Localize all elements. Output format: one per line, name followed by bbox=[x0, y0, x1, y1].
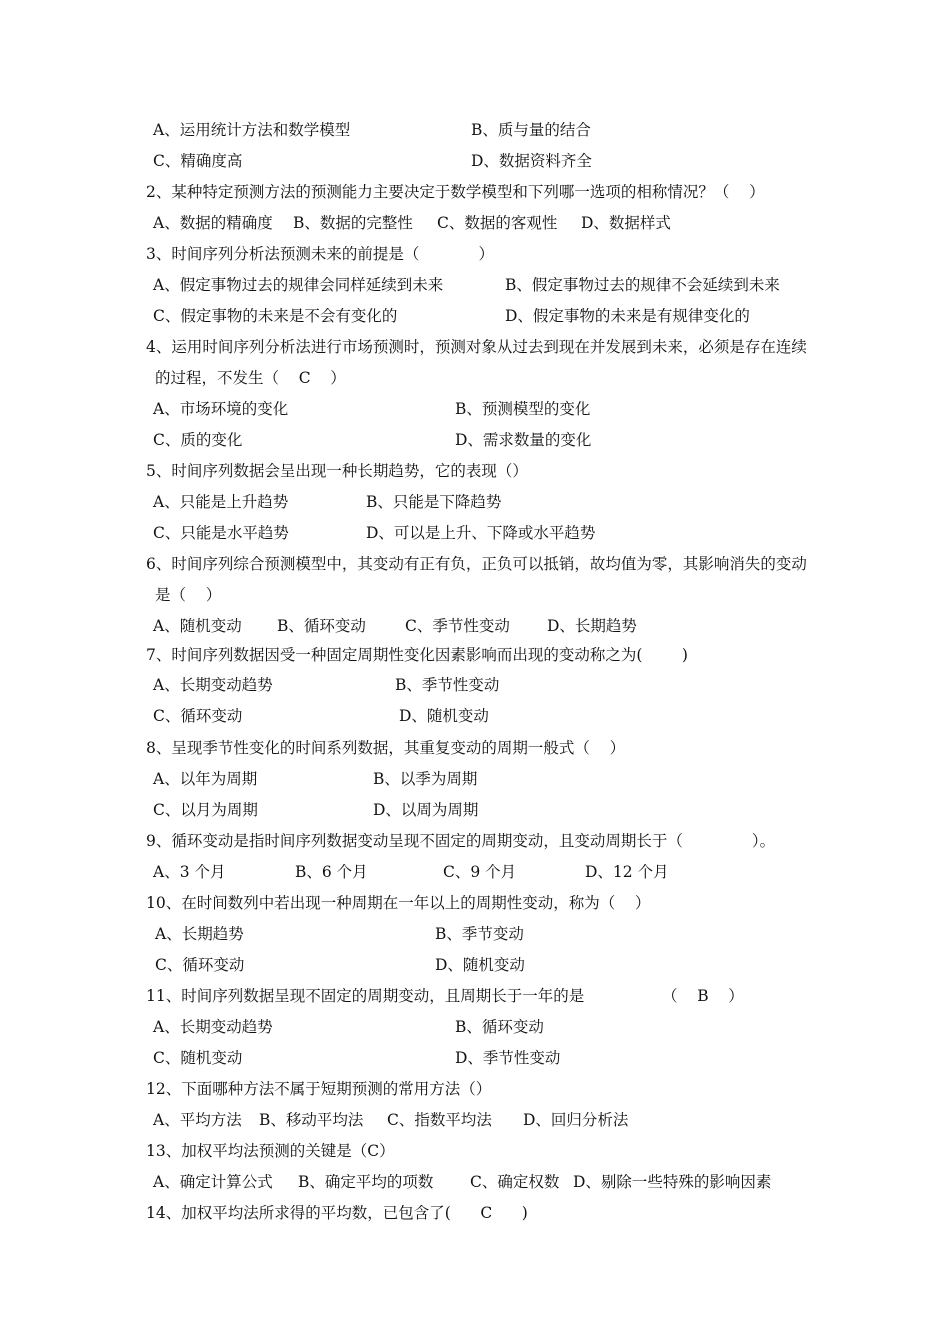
q7-option-a: A、长期变动趋势 bbox=[153, 676, 273, 694]
q8-option-a: A、以年为周期 bbox=[153, 770, 258, 788]
q9-option-c: C、9 个月 bbox=[443, 863, 517, 881]
q2-stem: 2、某种特定预测方法的预测能力主要决定于数学模型和下列哪一选项的相称情况？（ ） bbox=[146, 183, 765, 201]
q6-option-a: A、随机变动 bbox=[153, 617, 242, 635]
q11-option-d: D、季节性变动 bbox=[455, 1049, 561, 1067]
q10-option-c: C、循环变动 bbox=[155, 956, 245, 974]
q12-option-c: C、指数平均法 bbox=[387, 1111, 492, 1129]
q1-option-a: A、运用统计方法和数学模型 bbox=[153, 121, 351, 139]
q8-option-c: C、以月为周期 bbox=[153, 801, 258, 819]
q6-stem-continuation: 是（ ） bbox=[155, 586, 222, 604]
q5-option-c: C、只能是水平趋势 bbox=[153, 524, 289, 542]
q11-stem: 11、时间序列数据呈现不固定的周期变动，且周期长于一年的是 bbox=[146, 987, 585, 1005]
q5-option-d: D、可以是上升、下降或水平趋势 bbox=[366, 524, 596, 542]
q3-option-c: C、假定事物的未来是不会有变化的 bbox=[153, 307, 398, 325]
q10-stem: 10、在时间数列中若出现一种周期在一年以上的周期性变动，称为（ ） bbox=[146, 894, 651, 912]
q13-option-b: B、确定平均的项数 bbox=[298, 1173, 434, 1191]
q9-option-b: B、6 个月 bbox=[295, 863, 368, 881]
q8-option-d: D、以周为周期 bbox=[373, 801, 479, 819]
q13-option-d: D、剔除一些特殊的影响因素 bbox=[573, 1173, 772, 1191]
q6-option-b: B、循环变动 bbox=[277, 617, 366, 635]
q5-stem: 5、时间序列数据会呈出现一种长期趋势，它的表现（） bbox=[146, 462, 528, 480]
q12-option-d: D、回归分析法 bbox=[523, 1111, 629, 1129]
q10-option-d: D、随机变动 bbox=[435, 956, 525, 974]
q10-option-b: B、季节变动 bbox=[435, 925, 524, 943]
q2-option-d: D、数据样式 bbox=[581, 214, 671, 232]
q11-option-b: B、循环变动 bbox=[455, 1018, 544, 1036]
q4-stem-continuation: 的过程，不发生（ C ） bbox=[155, 369, 346, 387]
q1-option-b: B、质与量的结合 bbox=[471, 121, 591, 139]
q11-option-c: C、随机变动 bbox=[153, 1049, 243, 1067]
q4-option-b: B、预测模型的变化 bbox=[455, 400, 591, 418]
q5-option-b: B、只能是下降趋势 bbox=[366, 493, 502, 511]
q12-option-a: A、平均方法 bbox=[153, 1111, 242, 1129]
q12-option-b: B、移动平均法 bbox=[259, 1111, 364, 1129]
q3-option-b: B、假定事物过去的规律不会延续到未来 bbox=[505, 276, 780, 294]
q13-stem: 13、加权平均法预测的关键是（C） bbox=[146, 1142, 395, 1160]
q11-option-a: A、长期变动趋势 bbox=[153, 1018, 273, 1036]
q3-option-d: D、假定事物的未来是有规律变化的 bbox=[505, 307, 750, 325]
q8-option-b: B、以季为周期 bbox=[373, 770, 478, 788]
q7-option-d: D、随机变动 bbox=[399, 707, 489, 725]
q9-option-a: A、3 个月 bbox=[153, 863, 226, 881]
q3-stem: 3、时间序列分析法预测未来的前提是（ ） bbox=[146, 245, 494, 263]
q5-option-a: A、只能是上升趋势 bbox=[153, 493, 289, 511]
q9-stem: 9、循环变动是指时间序列数据变动呈现不固定的周期变动，且变动周期长于（ ）。 bbox=[146, 832, 776, 850]
q8-stem: 8、呈现季节性变化的时间系列数据，其重复变动的周期一般式（ ） bbox=[146, 739, 626, 757]
q14-stem: 14、加权平均法所求得的平均数，已包含了( C ) bbox=[146, 1204, 528, 1222]
q7-stem: 7、时间序列数据因受一种固定周期性变化因素影响而出现的变动称之为( ) bbox=[146, 646, 688, 664]
q2-option-b: B、数据的完整性 bbox=[293, 214, 413, 232]
q13-option-a: A、确定计算公式 bbox=[153, 1173, 273, 1191]
q6-option-d: D、长期趋势 bbox=[547, 617, 637, 635]
q6-stem: 6、时间序列综合预测模型中，其变动有正有负，正负可以抵销，故均值为零，其影响消失的变动 bbox=[146, 555, 807, 573]
q4-option-c: C、质的变化 bbox=[153, 431, 243, 449]
q3-option-a: A、假定事物过去的规律会同样延续到未来 bbox=[153, 276, 444, 294]
q12-stem: 12、下面哪种方法不属于短期预测的常用方法（） bbox=[146, 1080, 492, 1098]
q13-option-c: C、确定权数 bbox=[470, 1173, 560, 1191]
q10-option-a: A、长期趋势 bbox=[155, 925, 244, 943]
q6-option-c: C、季节性变动 bbox=[405, 617, 510, 635]
q9-option-d: D、12 个月 bbox=[585, 863, 669, 881]
q1-option-d: D、数据资料齐全 bbox=[471, 152, 592, 170]
q7-option-c: C、循环变动 bbox=[153, 707, 243, 725]
q7-option-b: B、季节性变动 bbox=[395, 676, 500, 694]
q2-option-c: C、数据的客观性 bbox=[437, 214, 558, 232]
q4-option-d: D、需求数量的变化 bbox=[455, 431, 592, 449]
q2-option-a: A、数据的精确度 bbox=[153, 214, 273, 232]
q4-stem: 4、运用时间序列分析法进行市场预测时，预测对象从过去到现在并发展到未来，必须是存在连续 bbox=[146, 338, 807, 356]
q1-option-c: C、精确度高 bbox=[153, 152, 243, 170]
q4-option-a: A、市场环境的变化 bbox=[153, 400, 289, 418]
q11-answer: （ B ） bbox=[662, 987, 744, 1005]
